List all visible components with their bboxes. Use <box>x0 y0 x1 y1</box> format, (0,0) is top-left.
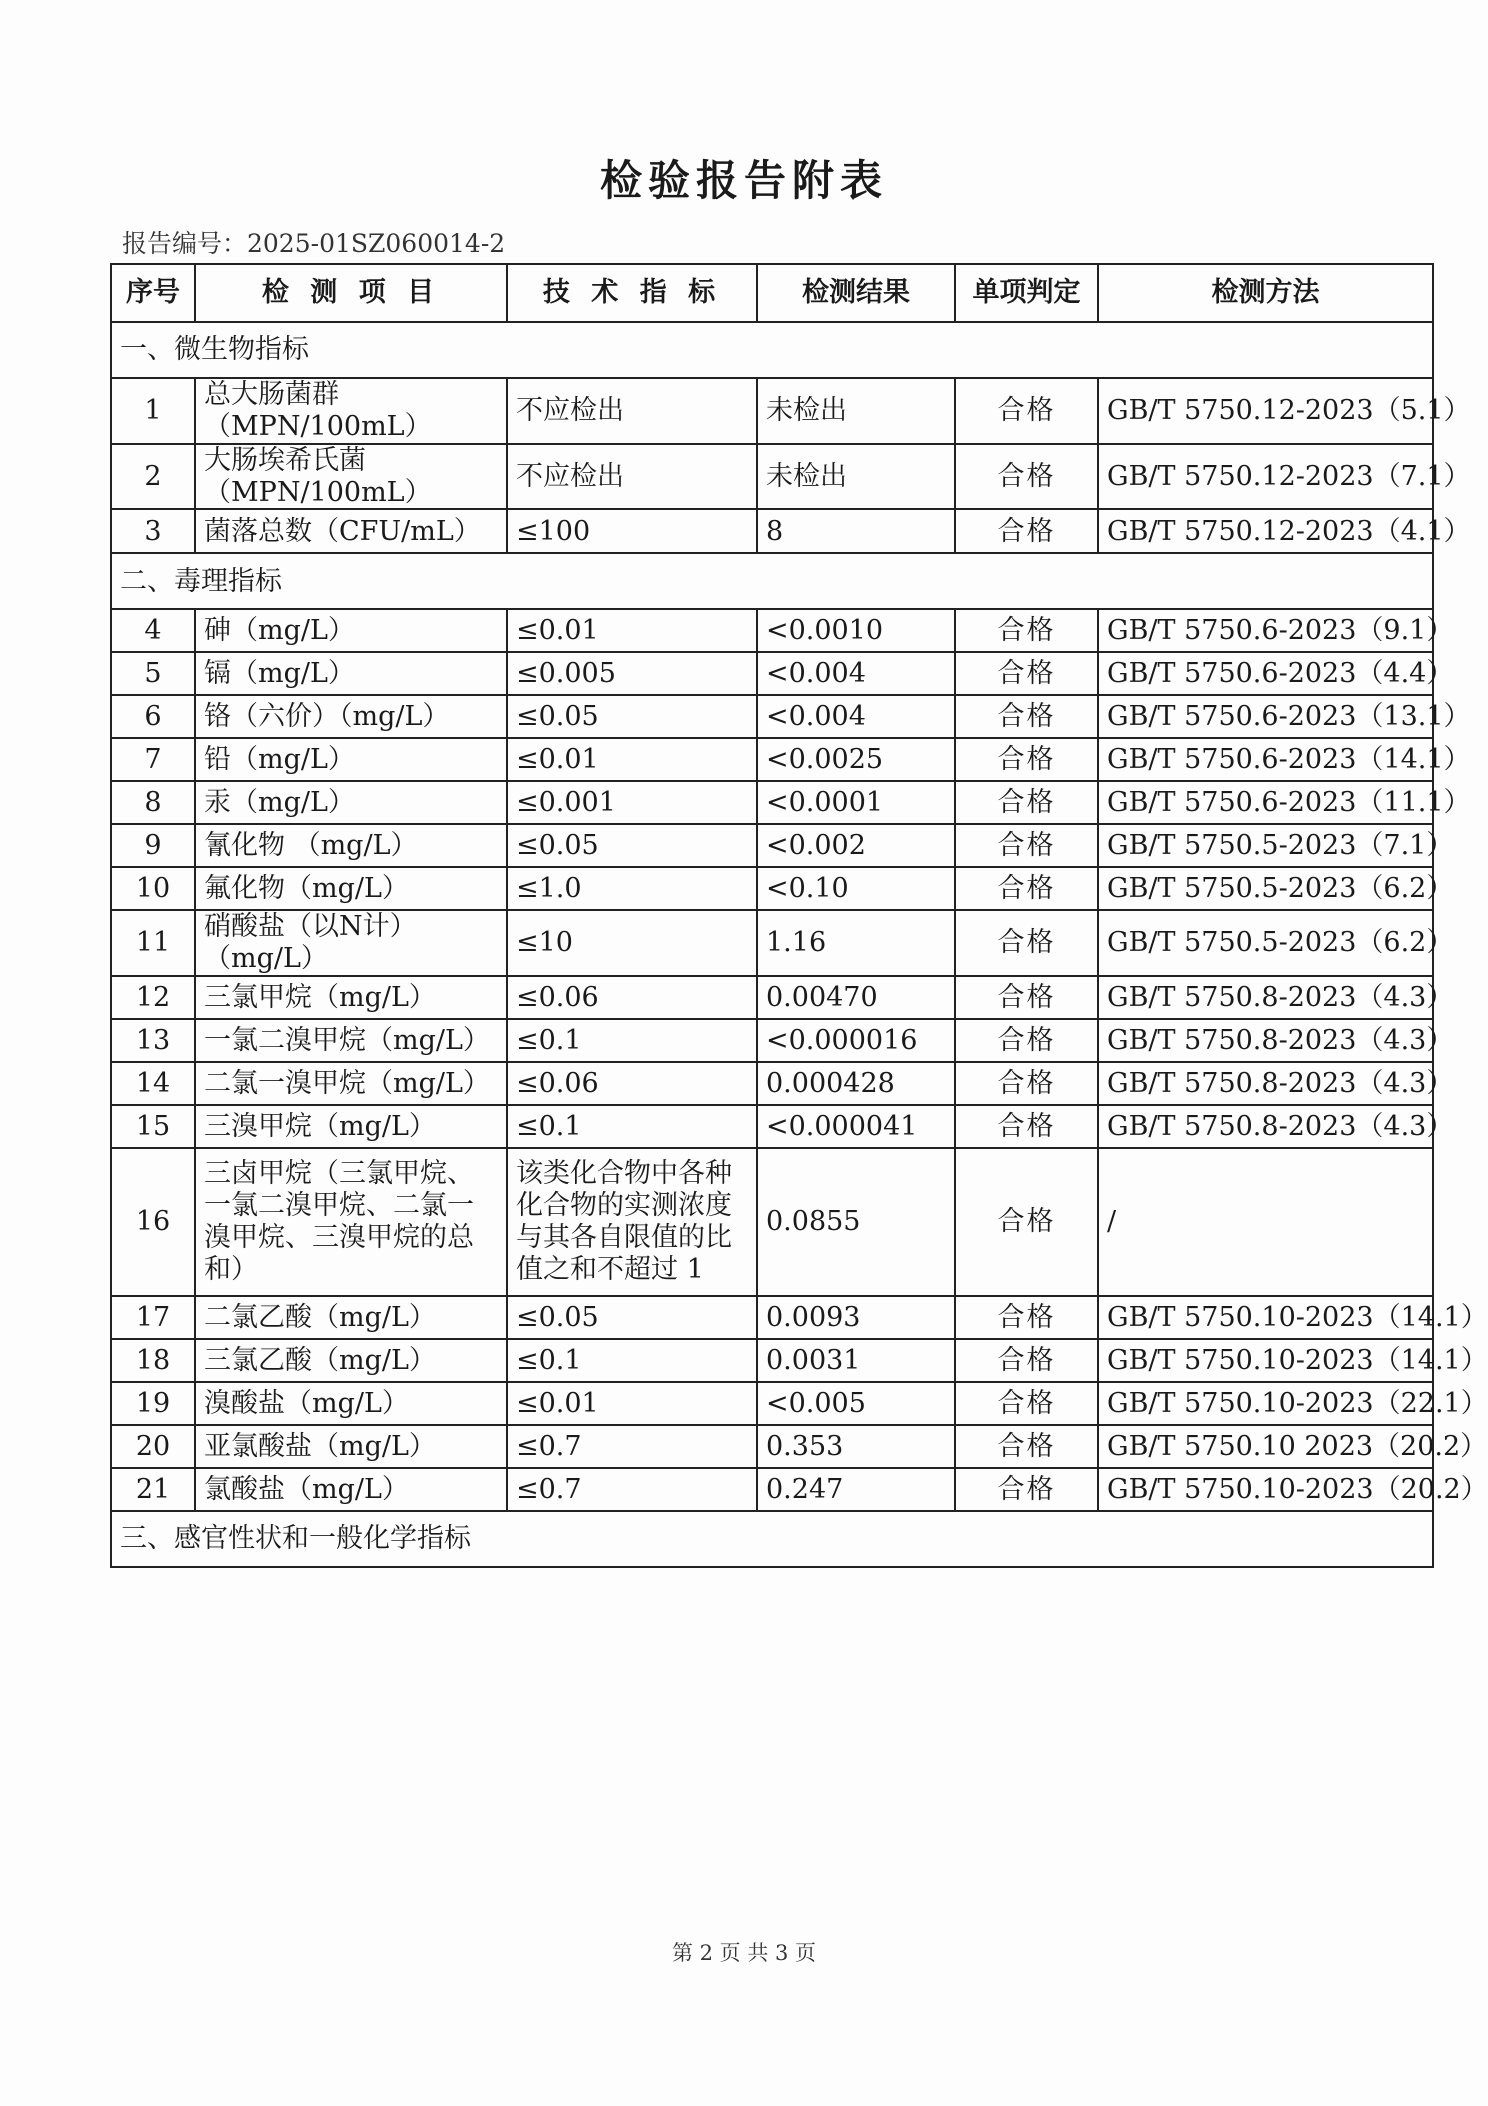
cell-result: 0.0855 <box>757 1148 955 1296</box>
cell-result: <0.0001 <box>757 781 955 824</box>
cell-item: 铅（mg/L） <box>195 738 507 781</box>
cell-result: 未检出 <box>757 444 955 510</box>
cell-result: 0.00470 <box>757 976 955 1019</box>
cell-no: 8 <box>111 781 195 824</box>
cell-result: 0.247 <box>757 1468 955 1511</box>
cell-method: GB/T 5750.6-2023（11.1） <box>1098 781 1433 824</box>
cell-verdict: 合格 <box>955 1019 1098 1062</box>
cell-method: GB/T 5750.12-2023（5.1） <box>1098 378 1433 444</box>
cell-item: 一氯二溴甲烷（mg/L） <box>195 1019 507 1062</box>
cell-item: 铬（六价）（mg/L） <box>195 695 507 738</box>
cell-method: GB/T 5750.6-2023（13.1） <box>1098 695 1433 738</box>
cell-method: GB/T 5750.10-2023（14.1） <box>1098 1339 1433 1382</box>
cell-spec: ≤0.1 <box>507 1019 757 1062</box>
cell-result: 未检出 <box>757 378 955 444</box>
cell-spec: ≤0.005 <box>507 652 757 695</box>
cell-spec: ≤0.7 <box>507 1425 757 1468</box>
cell-no: 3 <box>111 509 195 553</box>
cell-item: 总大肠菌群（MPN/100mL） <box>195 378 507 444</box>
cell-verdict: 合格 <box>955 1425 1098 1468</box>
cell-no: 21 <box>111 1468 195 1511</box>
cell-item: 三溴甲烷（mg/L） <box>195 1105 507 1148</box>
cell-no: 20 <box>111 1425 195 1468</box>
cell-no: 19 <box>111 1382 195 1425</box>
cell-method: / <box>1098 1148 1433 1296</box>
cell-result: 1.16 <box>757 910 955 976</box>
cell-result: <0.0025 <box>757 738 955 781</box>
cell-spec: ≤0.01 <box>507 1382 757 1425</box>
cell-no: 12 <box>111 976 195 1019</box>
section-title: 二、毒理指标 <box>111 553 1433 609</box>
header-item: 检 测 项 目 <box>195 264 507 322</box>
table-row <box>111 444 1433 510</box>
cell-spec: 不应检出 <box>507 444 757 510</box>
cell-result: <0.004 <box>757 652 955 695</box>
cell-method: GB/T 5750.8-2023（4.3） <box>1098 1105 1433 1148</box>
cell-method: GB/T 5750.10-2023（20.2） <box>1098 1468 1433 1511</box>
cell-spec: ≤0.06 <box>507 976 757 1019</box>
cell-no: 1 <box>111 378 195 444</box>
cell-spec: ≤0.01 <box>507 738 757 781</box>
cell-item: 氟化物（mg/L） <box>195 867 507 910</box>
cell-verdict: 合格 <box>955 509 1098 553</box>
cell-method: GB/T 5750.5-2023（7.1） <box>1098 824 1433 867</box>
cell-verdict: 合格 <box>955 781 1098 824</box>
header-spec: 技 术 指 标 <box>507 264 757 322</box>
results-body <box>111 322 1488 1567</box>
cell-item: 氰化物 （mg/L） <box>195 824 507 867</box>
cell-no: 17 <box>111 1296 195 1339</box>
cell-no: 10 <box>111 867 195 910</box>
cell-verdict: 合格 <box>955 1062 1098 1105</box>
document-title: 检验报告附表 <box>599 156 888 205</box>
cell-result: <0.0010 <box>757 609 955 652</box>
report-number: 报告编号：2025-01SZ060014-2 <box>122 229 506 258</box>
cell-spec: ≤10 <box>507 910 757 976</box>
cell-spec: ≤0.1 <box>507 1339 757 1382</box>
cell-no: 2 <box>111 444 195 510</box>
cell-method: GB/T 5750.10-2023（14.1） <box>1098 1296 1433 1339</box>
table-row <box>111 1339 1433 1382</box>
header-result: 检测结果 <box>757 264 955 322</box>
cell-spec: ≤0.06 <box>507 1062 757 1105</box>
cell-verdict: 合格 <box>955 695 1098 738</box>
cell-item: 汞（mg/L） <box>195 781 507 824</box>
table-row <box>111 824 1433 867</box>
cell-method: GB/T 5750.6-2023（14.1） <box>1098 738 1433 781</box>
cell-result: <0.005 <box>757 1382 955 1425</box>
cell-result: 8 <box>757 509 955 553</box>
cell-no: 15 <box>111 1105 195 1148</box>
table-row <box>111 1019 1433 1062</box>
cell-spec: 该类化合物中各种化合物的实测浓度与其各自限值的比值之和不超过 1 <box>507 1148 757 1296</box>
cell-item: 菌落总数（CFU/mL） <box>195 509 507 553</box>
cell-method: GB/T 5750.8-2023（4.3） <box>1098 1019 1433 1062</box>
cell-spec: ≤1.0 <box>507 867 757 910</box>
cell-verdict: 合格 <box>955 1148 1098 1296</box>
cell-no: 16 <box>111 1148 195 1296</box>
cell-spec: ≤100 <box>507 509 757 553</box>
section-row <box>111 553 1433 609</box>
cell-method: GB/T 5750.8-2023（4.3） <box>1098 976 1433 1019</box>
cell-method: GB/T 5750.5-2023（6.2） <box>1098 910 1433 976</box>
cell-spec: ≤0.05 <box>507 824 757 867</box>
header-verdict: 单项判定 <box>955 264 1098 322</box>
header-method: 检测方法 <box>1098 264 1433 322</box>
cell-item: 大肠埃希氏菌（MPN/100mL） <box>195 444 507 510</box>
cell-result: <0.10 <box>757 867 955 910</box>
cell-item: 砷（mg/L） <box>195 609 507 652</box>
table-row <box>111 378 1433 444</box>
section-title: 一、微生物指标 <box>111 322 1433 378</box>
cell-spec: ≤0.01 <box>507 609 757 652</box>
table-row <box>111 781 1433 824</box>
cell-method: GB/T 5750.8-2023（4.3） <box>1098 1062 1433 1105</box>
cell-verdict: 合格 <box>955 444 1098 510</box>
cell-verdict: 合格 <box>955 1296 1098 1339</box>
cell-method: GB/T 5750.10 2023（20.2） <box>1098 1425 1433 1468</box>
table-row <box>111 867 1433 910</box>
section-title: 三、感官性状和一般化学指标 <box>111 1511 1433 1567</box>
cell-spec: ≤0.7 <box>507 1468 757 1511</box>
cell-result: <0.000041 <box>757 1105 955 1148</box>
cell-result: 0.000428 <box>757 1062 955 1105</box>
cell-method: GB/T 5750.12-2023（7.1） <box>1098 444 1433 510</box>
cell-item: 亚氯酸盐（mg/L） <box>195 1425 507 1468</box>
table-row <box>111 1468 1433 1511</box>
results-table <box>110 263 1488 1568</box>
cell-verdict: 合格 <box>955 824 1098 867</box>
table-row <box>111 1425 1433 1468</box>
cell-method: GB/T 5750.6-2023（4.4） <box>1098 652 1433 695</box>
cell-item: 三卤甲烷（三氯甲烷、一氯二溴甲烷、二氯一溴甲烷、三溴甲烷的总和） <box>195 1148 507 1296</box>
cell-item: 硝酸盐（以N计）（mg/L） <box>195 910 507 976</box>
cell-result: <0.004 <box>757 695 955 738</box>
table-row <box>111 652 1433 695</box>
cell-item: 二氯乙酸（mg/L） <box>195 1296 507 1339</box>
cell-verdict: 合格 <box>955 1339 1098 1382</box>
table-header-row <box>111 264 1433 322</box>
cell-no: 9 <box>111 824 195 867</box>
cell-result: <0.000016 <box>757 1019 955 1062</box>
cell-verdict: 合格 <box>955 867 1098 910</box>
cell-no: 4 <box>111 609 195 652</box>
cell-spec: 不应检出 <box>507 378 757 444</box>
table-row <box>111 609 1433 652</box>
cell-verdict: 合格 <box>955 1105 1098 1148</box>
cell-result: <0.002 <box>757 824 955 867</box>
table-row <box>111 509 1433 553</box>
table-row <box>111 1382 1433 1425</box>
cell-verdict: 合格 <box>955 738 1098 781</box>
cell-method: GB/T 5750.6-2023（9.1） <box>1098 609 1433 652</box>
cell-item: 三氯甲烷（mg/L） <box>195 976 507 1019</box>
table-row <box>111 1148 1433 1296</box>
table-row <box>111 738 1433 781</box>
cell-no: 18 <box>111 1339 195 1382</box>
cell-spec: ≤0.1 <box>507 1105 757 1148</box>
header-no: 序号 <box>111 264 195 322</box>
table-row <box>111 910 1433 976</box>
cell-method: GB/T 5750.5-2023（6.2） <box>1098 867 1433 910</box>
cell-method: GB/T 5750.10-2023（22.1） <box>1098 1382 1433 1425</box>
cell-verdict: 合格 <box>955 1382 1098 1425</box>
table-row <box>111 1296 1433 1339</box>
cell-result: 0.353 <box>757 1425 955 1468</box>
cell-no: 6 <box>111 695 195 738</box>
cell-item: 氯酸盐（mg/L） <box>195 1468 507 1511</box>
section-row <box>111 322 1433 378</box>
cell-item: 溴酸盐（mg/L） <box>195 1382 507 1425</box>
cell-no: 13 <box>111 1019 195 1062</box>
cell-method: GB/T 5750.12-2023（4.1） <box>1098 509 1433 553</box>
section-row <box>111 1511 1433 1567</box>
table-row <box>111 695 1433 738</box>
table-row <box>111 1105 1433 1148</box>
table-row <box>111 1062 1433 1105</box>
cell-spec: ≤0.05 <box>507 695 757 738</box>
cell-item: 三氯乙酸（mg/L） <box>195 1339 507 1382</box>
table-row <box>111 976 1433 1019</box>
cell-item: 二氯一溴甲烷（mg/L） <box>195 1062 507 1105</box>
cell-no: 7 <box>111 738 195 781</box>
cell-verdict: 合格 <box>955 976 1098 1019</box>
cell-verdict: 合格 <box>955 910 1098 976</box>
cell-no: 11 <box>111 910 195 976</box>
cell-spec: ≤0.001 <box>507 781 757 824</box>
cell-verdict: 合格 <box>955 378 1098 444</box>
cell-no: 5 <box>111 652 195 695</box>
page-footer: 第 2 页 共 3 页 <box>671 1941 817 1965</box>
cell-result: 0.0093 <box>757 1296 955 1339</box>
cell-verdict: 合格 <box>955 1468 1098 1511</box>
cell-item: 镉（mg/L） <box>195 652 507 695</box>
cell-spec: ≤0.05 <box>507 1296 757 1339</box>
cell-verdict: 合格 <box>955 609 1098 652</box>
cell-result: 0.0031 <box>757 1339 955 1382</box>
cell-no: 14 <box>111 1062 195 1105</box>
cell-verdict: 合格 <box>955 652 1098 695</box>
